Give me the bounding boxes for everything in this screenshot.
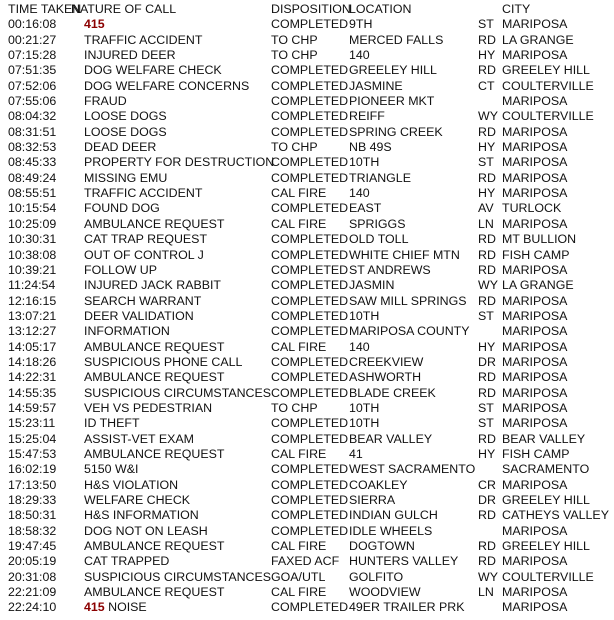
disposition-cell: CAL FIRE (271, 446, 327, 461)
disposition-cell: CAL FIRE (271, 539, 327, 554)
city-cell: MARIPOSA (502, 262, 568, 277)
nature-cell: ID THEFT (84, 416, 140, 431)
disposition-cell: COMPLETED (271, 462, 349, 477)
time-cell: 12:16:15 (8, 293, 57, 308)
disposition-cell: CAL FIRE (271, 339, 327, 354)
location-cell: WOODVIEW (349, 585, 421, 600)
location-cell: 9TH (349, 17, 373, 32)
city-cell: MARIPOSA (502, 416, 568, 431)
disposition-cell: COMPLETED (271, 232, 349, 247)
location-cell: TRIANGLE (349, 170, 411, 185)
location-cell: MERCED FALLS (349, 32, 444, 47)
street-suffix-cell: ST (478, 308, 494, 323)
disposition-cell: COMPLETED (271, 431, 349, 446)
street-suffix-cell: CR (478, 477, 496, 492)
city-cell: MARIPOSA (502, 585, 568, 600)
city-cell: SACRAMENTO (502, 462, 590, 477)
city-cell: MARIPOSA (502, 186, 568, 201)
nature-cell: AMBULANCE REQUEST (84, 370, 225, 385)
location-cell: 140 (349, 186, 370, 201)
disposition-cell: COMPLETED (271, 94, 349, 109)
street-suffix-cell: HY (478, 140, 496, 155)
street-suffix-cell: HY (478, 339, 496, 354)
city-cell: COULTERVILLE (502, 569, 594, 584)
time-cell: 10:39:21 (8, 262, 57, 277)
city-cell: MARIPOSA (502, 293, 568, 308)
city-cell: LA GRANGE (502, 278, 574, 293)
street-suffix-cell: RD (478, 385, 496, 400)
location-cell: WEST SACRAMENTO (349, 462, 476, 477)
city-cell: COULTERVILLE (502, 78, 594, 93)
location-cell: PIONEER MKT (349, 94, 435, 109)
nature-cell: TRAFFIC ACCIDENT (84, 32, 203, 47)
location-cell: SPRIGGS (349, 216, 406, 231)
location-cell: 140 (349, 48, 370, 63)
location-cell: HUNTERS VALLEY (349, 554, 459, 569)
city-cell: GREELEY HILL (502, 493, 590, 507)
disposition-cell: TO CHP (271, 48, 318, 63)
header-location: LOCATION (349, 2, 412, 16)
time-cell: 08:49:24 (8, 170, 57, 185)
disposition-cell: COMPLETED (271, 124, 349, 139)
city-cell: MARIPOSA (502, 354, 568, 369)
disposition-cell: COMPLETED (271, 416, 349, 431)
street-suffix-cell: RD (478, 370, 496, 385)
city-cell: CATHEYS VALLEY (502, 508, 609, 523)
city-cell: MARIPOSA (502, 523, 568, 538)
time-cell: 19:47:45 (8, 539, 57, 554)
disposition-cell: COMPLETED (271, 63, 349, 78)
location-cell: JASMINE (349, 78, 403, 93)
time-cell: 17:13:50 (8, 477, 57, 492)
time-cell: 11:24:54 (8, 278, 56, 293)
street-suffix-cell: WY (478, 278, 498, 293)
city-cell: MARIPOSA (502, 370, 568, 385)
location-cell: INDIAN GULCH (349, 508, 438, 523)
street-suffix-cell: DR (478, 493, 496, 507)
street-suffix-cell: RD (478, 63, 496, 78)
disposition-cell: GOA/UTL (271, 569, 326, 584)
disposition-cell: TO CHP (271, 140, 318, 155)
nature-cell (84, 17, 105, 32)
nature-cell: TRAFFIC ACCIDENT (84, 186, 203, 201)
time-cell: 07:52:06 (8, 78, 57, 93)
city-cell: COULTERVILLE (502, 109, 594, 124)
time-cell: 00:16:08 (8, 17, 57, 32)
time-cell: 08:31:51 (8, 124, 57, 139)
location-cell: BEAR VALLEY (349, 431, 433, 446)
time-cell: 15:25:04 (8, 431, 57, 446)
header-disposition: DISPOSITION (271, 2, 351, 16)
disposition-cell: TO CHP (271, 32, 318, 47)
time-cell: 10:30:31 (8, 232, 57, 247)
street-suffix-cell: WY (478, 109, 498, 124)
location-cell: JASMIN (349, 278, 395, 293)
nature-cell: DOG WELFARE CONCERNS (84, 78, 250, 93)
disposition-cell: FAXED ACF (271, 554, 340, 569)
nature-cell: DOG NOT ON LEASH (84, 523, 208, 538)
nature-cell: VEH VS PEDESTRIAN (84, 400, 213, 415)
street-suffix-cell: RD (478, 293, 496, 308)
location-cell: 41 (349, 446, 363, 461)
city-cell: MARIPOSA (502, 94, 568, 109)
header-city: CITY (502, 2, 531, 16)
city-cell: MARIPOSA (502, 48, 568, 63)
nature-cell: CAT TRAPPED (84, 554, 170, 569)
time-cell: 14:05:17 (8, 339, 57, 354)
location-cell: GOLFITO (349, 569, 404, 584)
location-cell: 49ER TRAILER PRK (349, 600, 465, 615)
disposition-cell: COMPLETED (271, 247, 349, 262)
street-suffix-cell: CT (478, 78, 495, 93)
nature-cell: MISSING EMU (84, 170, 168, 185)
street-suffix-cell: WY (478, 569, 498, 584)
time-cell: 10:15:54 (8, 201, 57, 216)
nature-cell: H&S INFORMATION (84, 508, 199, 523)
nature-cell: AMBULANCE REQUEST (84, 339, 225, 354)
location-cell: MARIPOSA COUNTY (349, 324, 470, 339)
disposition-cell: COMPLETED (271, 354, 349, 369)
disposition-cell: TO CHP (271, 400, 318, 415)
nature-cell: LOOSE DOGS (84, 109, 167, 124)
city-cell: TURLOCK (502, 201, 562, 216)
city-cell: MARIPOSA (502, 477, 568, 492)
city-cell: MARIPOSA (502, 400, 568, 415)
time-cell: 07:15:28 (8, 48, 57, 63)
time-cell: 14:22:31 (8, 370, 57, 385)
street-suffix-cell: LN (478, 585, 494, 600)
disposition-cell: COMPLETED (271, 523, 349, 538)
city-cell: BEAR VALLEY (502, 431, 586, 446)
disposition-cell: COMPLETED (271, 201, 349, 216)
location-cell: 10TH (349, 155, 380, 170)
nature-cell: SEARCH WARRANT (84, 293, 202, 308)
disposition-cell: COMPLETED (271, 278, 349, 293)
nature-cell: ASSIST-VET EXAM (84, 431, 194, 446)
street-suffix-cell: RD (478, 554, 496, 569)
nature-cell: DEAD DEER (84, 140, 157, 155)
street-suffix-cell: RD (478, 539, 496, 554)
city-cell: MARIPOSA (502, 339, 568, 354)
city-cell: GREELEY HILL (502, 539, 590, 554)
street-suffix-cell: RD (478, 124, 496, 139)
city-cell: MT BULLION (502, 232, 577, 247)
time-cell: 22:21:09 (8, 585, 57, 600)
city-cell: MARIPOSA (502, 600, 568, 615)
time-cell: 07:51:35 (8, 63, 57, 78)
header-time: TIME TAKEN (8, 2, 82, 16)
location-cell: SIERRA (349, 493, 396, 507)
time-cell: 10:25:09 (8, 216, 57, 231)
location-cell: ST ANDREWS (349, 262, 431, 277)
nature-cell: AMBULANCE REQUEST (84, 539, 225, 554)
disposition-cell: COMPLETED (271, 155, 349, 170)
time-cell: 13:12:27 (8, 324, 57, 339)
time-cell: 08:45:33 (8, 155, 57, 170)
street-suffix-cell: ST (478, 416, 494, 431)
nature-cell: DOG WELFARE CHECK (84, 63, 222, 78)
header-nature: NATURE OF CALL (71, 2, 177, 16)
street-suffix-cell: RD (478, 232, 496, 247)
nature-text: NOISE (104, 600, 147, 615)
nature-cell: DEER VALIDATION (84, 308, 194, 323)
time-cell: 18:58:32 (8, 523, 57, 538)
nature-cell: CAT TRAP REQUEST (84, 232, 208, 247)
nature-cell: WELFARE CHECK (84, 493, 191, 507)
location-cell: DOGTOWN (349, 539, 415, 554)
disposition-cell: CAL FIRE (271, 216, 327, 231)
time-cell: 08:04:32 (8, 109, 57, 124)
location-cell: BLADE CREEK (349, 385, 436, 400)
disposition-cell: COMPLETED (271, 385, 349, 400)
nature-cell: 5150 W&I (84, 462, 139, 477)
street-suffix-cell: ST (478, 155, 494, 170)
nature-cell: SUSPICIOUS CIRCUMSTANCES (84, 385, 272, 400)
street-suffix-cell: RD (478, 262, 496, 277)
street-suffix-cell: RD (478, 431, 496, 446)
location-cell: 140 (349, 339, 370, 354)
time-cell: 14:59:57 (8, 400, 57, 415)
time-cell: 16:02:19 (8, 462, 57, 477)
disposition-cell: COMPLETED (271, 324, 349, 339)
city-cell: FISH CAMP (502, 247, 570, 262)
city-cell: FISH CAMP (502, 446, 570, 461)
location-cell: NB 49S (349, 140, 392, 155)
nature-cell: FRAUD (84, 94, 127, 109)
disposition-cell: COMPLETED (271, 600, 349, 615)
time-cell: 18:29:33 (8, 493, 57, 507)
city-cell: MARIPOSA (502, 124, 568, 139)
nature-cell: FOUND DOG (84, 201, 160, 216)
location-cell: EAST (349, 201, 382, 216)
time-cell: 14:55:35 (8, 385, 57, 400)
time-cell: 15:23:11 (8, 416, 56, 431)
city-cell: LA GRANGE (502, 32, 574, 47)
disposition-cell: COMPLETED (271, 78, 349, 93)
city-cell: MARIPOSA (502, 385, 568, 400)
location-cell: OLD TOLL (349, 232, 409, 247)
time-cell: 20:05:19 (8, 554, 57, 569)
nature-cell: SUSPICIOUS PHONE CALL (84, 354, 243, 369)
city-cell: MARIPOSA (502, 17, 568, 32)
nature-cell: INFORMATION (84, 324, 170, 339)
location-cell: 10TH (349, 308, 380, 323)
street-suffix-cell: HY (478, 186, 496, 201)
street-suffix-cell: RD (478, 170, 496, 185)
city-cell: GREELEY HILL (502, 63, 590, 78)
street-suffix-cell: LN (478, 216, 494, 231)
city-cell: MARIPOSA (502, 140, 568, 155)
location-cell: ASHWORTH (349, 370, 422, 385)
street-suffix-cell: HY (478, 446, 496, 461)
disposition-cell: COMPLETED (271, 508, 349, 523)
nature-cell (84, 600, 147, 615)
street-suffix-cell: RD (478, 32, 496, 47)
location-cell: GREELEY HILL (349, 63, 437, 78)
city-cell: MARIPOSA (502, 308, 568, 323)
time-cell: 08:32:53 (8, 140, 57, 155)
disposition-cell: COMPLETED (271, 308, 349, 323)
nature-cell: AMBULANCE REQUEST (84, 216, 225, 231)
street-suffix-cell: RD (478, 247, 496, 262)
nature-cell: INJURED DEER (84, 48, 176, 63)
location-cell: 10TH (349, 400, 380, 415)
nature-cell: OUT OF CONTROL J (84, 247, 204, 262)
city-cell: MARIPOSA (502, 170, 568, 185)
nature-code: 415 (84, 600, 105, 615)
nature-cell: FOLLOW UP (84, 262, 157, 277)
location-cell: 10TH (349, 416, 380, 431)
disposition-cell: COMPLETED (271, 262, 349, 277)
location-cell: IDLE WHEELS (349, 523, 433, 538)
location-cell: WHITE CHIEF MTN (349, 247, 460, 262)
location-cell: COAKLEY (349, 477, 408, 492)
city-cell: MARIPOSA (502, 216, 568, 231)
disposition-cell: CAL FIRE (271, 186, 327, 201)
city-cell: MARIPOSA (502, 554, 568, 569)
street-suffix-cell: ST (478, 400, 494, 415)
time-cell: 18:50:31 (8, 508, 57, 523)
time-cell: 08:55:51 (8, 186, 57, 201)
location-cell: REIFF (349, 109, 385, 124)
nature-cell: AMBULANCE REQUEST (84, 585, 225, 600)
street-suffix-cell: AV (478, 201, 494, 216)
street-suffix-cell: DR (478, 354, 496, 369)
nature-cell: SUSPICIOUS CIRCUMSTANCES (84, 569, 272, 584)
nature-cell: H&S VIOLATION (84, 477, 179, 492)
disposition-cell: COMPLETED (271, 170, 349, 185)
city-cell: MARIPOSA (502, 155, 568, 170)
street-suffix-cell: HY (478, 48, 496, 63)
street-suffix-cell: ST (478, 17, 494, 32)
nature-cell: AMBULANCE REQUEST (84, 446, 225, 461)
nature-code: 415 (84, 17, 105, 32)
street-suffix-cell: RD (478, 508, 496, 523)
time-cell: 13:07:21 (8, 308, 57, 323)
nature-cell: INJURED JACK RABBIT (84, 278, 222, 293)
disposition-cell: CAL FIRE (271, 585, 327, 600)
time-cell: 00:21:27 (8, 32, 57, 47)
city-cell: MARIPOSA (502, 324, 568, 339)
location-cell: SAW MILL SPRINGS (349, 293, 467, 308)
time-cell: 15:47:53 (8, 446, 57, 461)
time-cell: 10:38:08 (8, 247, 57, 262)
disposition-cell: COMPLETED (271, 477, 349, 492)
disposition-cell: COMPLETED (271, 370, 349, 385)
time-cell: 07:55:06 (8, 94, 57, 109)
time-cell: 22:24:10 (8, 600, 57, 615)
time-cell: 20:31:08 (8, 569, 57, 584)
disposition-cell: COMPLETED (271, 109, 349, 124)
disposition-cell: COMPLETED (271, 293, 349, 308)
nature-cell: PROPERTY FOR DESTRUCTION (84, 155, 275, 170)
disposition-cell: COMPLETED (271, 493, 349, 507)
nature-cell: LOOSE DOGS (84, 124, 167, 139)
location-cell: CREEKVIEW (349, 354, 424, 369)
time-cell: 14:18:26 (8, 354, 57, 369)
location-cell: SPRING CREEK (349, 124, 443, 139)
disposition-cell: COMPLETED (271, 17, 349, 32)
